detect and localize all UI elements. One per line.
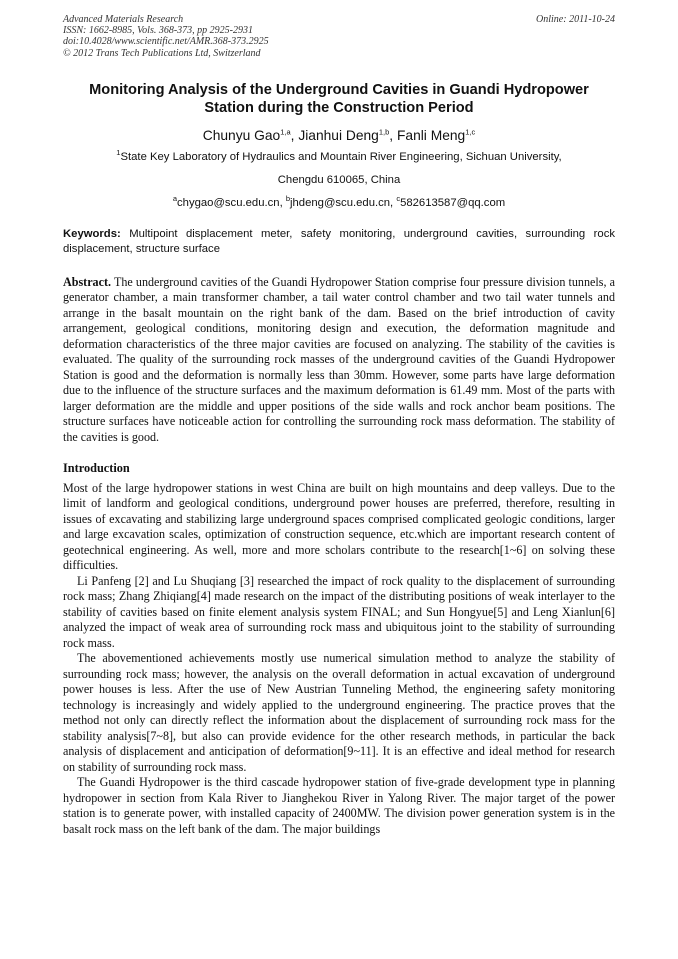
online-date: Online: 2011-10-24 xyxy=(536,14,615,25)
copyright-line: © 2012 Trans Tech Publications Ltd, Switzerland xyxy=(63,47,261,59)
author-list: Chunyu Gao$^{1,a}$, Jianhui Deng$^{1,b}$, Fanli Meng$^{1,c}$ xyxy=(202,127,476,143)
author-affiliation-marker: 1,c xyxy=(465,127,476,137)
keywords-text: Multipoint displacement meter, safety monitoring, underground cavities, surrounding rock displacement, structure surface xyxy=(63,227,615,256)
affiliation-city: Chengdu 610065, China xyxy=(277,173,401,186)
section-heading-introduction: Introduction xyxy=(63,461,130,476)
journal-header xyxy=(63,14,615,59)
abstract-label: Abstract. xyxy=(63,274,112,289)
body-paragraph: Most of the large hydropower stations in west China are built on high mountains and deep valleys. Due to the limit of landform and geological conditions, underground power houses are preferred, therefore, resulting in issues of excavating and stabilizing large underground spaces comprised complicated geologic conditions, larger and large excavation scales, optimization of construction sequence, etc.which are important research content of geotechnical engineering. As well, more and more scholars contribute to the research[1~6] on solving these difficulties. xyxy=(63,480,615,573)
keywords xyxy=(63,227,615,258)
abstract xyxy=(63,275,615,446)
affiliation-marker: 1 xyxy=(116,148,121,158)
author-affiliation-marker: 1,b xyxy=(378,127,390,137)
abstract-text: The underground cavities of the Guandi Hydropower Station comprise four pressure division tunnels, a generator chamber, a main transformer chamber, a tail water control chamber and two tail water tunnels and arrange in the basalt mountain on the right bank of the dam. Based on the brief introduction of cavity arrangement, geological conditions, monitoring design and execution, the deformation magnitude and deformation characteristics of the three major cavities are focused on analyzing. The stability of the cavities is evaluated. The quality of the surrounding rock masses of the underground cavities of the Guandi Hydropower Station is good and the deformation is normally less than 30mm. However, some parts have large deformation due to the influence of the structure surfaces and the maximum deformation is 61.49 mm. Most of the parts with larger deformation are the middle and upper positions of the side walls and rock anchor beam positions. The structure surfaces have noticeable action for controlling the surrounding rock mass deformation. The stability of the cavities is good. xyxy=(63,274,615,444)
author-affiliation-marker: 1,a xyxy=(280,127,291,137)
doi-line: doi:10.4028/www.scientific.net/AMR.368-373.2925 xyxy=(63,36,269,48)
paper-page xyxy=(63,14,615,837)
email-address[interactable]: jhdeng@scu.edu.cn xyxy=(290,196,391,209)
affiliation-text: State Key Laboratory of Hydraulics and Mountain River Engineering, Sichuan University, xyxy=(120,150,562,163)
journal-name: Advanced Materials Research xyxy=(63,14,184,25)
body-paragraph: The Guandi Hydropower is the third cascade hydropower station of five-grade development type in planning hydropower in section from Kala River to Jianghekou River in Yalong River. The major target of the power station is to generate power, with installed capacity of 2400MW. The division power generation system is in the basalt rock mass on the left bank of the dam. The major buildings xyxy=(63,775,615,836)
paper-title: Monitoring Analysis of the Underground Cavities in Guandi Hydropower Station during the Construction Period xyxy=(89,81,589,116)
author-name: Fanli Meng xyxy=(396,127,466,143)
body-paragraph: Li Panfeng [2] and Lu Shuqiang [3] researched the impact of rock quality to the displacement of surrounding rock mass; Zhang Zhiqiang[4] made research on the impact of the distributing positions of weak interlayer to the stability of cavities based on finite element analysis system FINAL; and Sun Hongyue[5] and Leng Xianlun[6] analyzed the impact of weak area of surrounding rock mass and ubiquitous joint to the stability of surrounding rock mass. xyxy=(63,573,615,650)
affiliation xyxy=(63,150,615,164)
author-name: Chunyu Gao xyxy=(202,127,281,143)
keywords-label: Keywords: xyxy=(63,227,121,240)
email-address[interactable]: 582613587@qq.com xyxy=(400,196,506,209)
issn-line: ISSN: 1662-8985, Vols. 368-373, pp 2925-2931 xyxy=(63,25,253,37)
email-address[interactable]: chygao@scu.edu.cn xyxy=(177,196,280,209)
email-list: $^a$chygao@scu.edu.cn, $^b$jhdeng@scu.edu.cn, $^c$582613587@qq.com xyxy=(172,194,506,209)
body-paragraph: The abovementioned achievements mostly use numerical simulation method to analyze the stability of surrounding rock mass; however, the analysis on the overall deformation in actual excavation of underground power houses is less. After the use of New Austrian Tunneling Method, the engineering safety monitoring technology is increasingly and widely applied to the underground engineering. The practice proves that the method not only can directly reflect the information about the displacement of surrounding rock mass for the stability analysis[7~8], but also can provide evidence for the other research methods, in particular the back analysis of displacement and anticipation of deformation[9~11]. It is an effective and ideal method for research on stability of surrounding rock mass. xyxy=(63,651,615,774)
author-name: Jianhui Deng xyxy=(298,127,379,143)
